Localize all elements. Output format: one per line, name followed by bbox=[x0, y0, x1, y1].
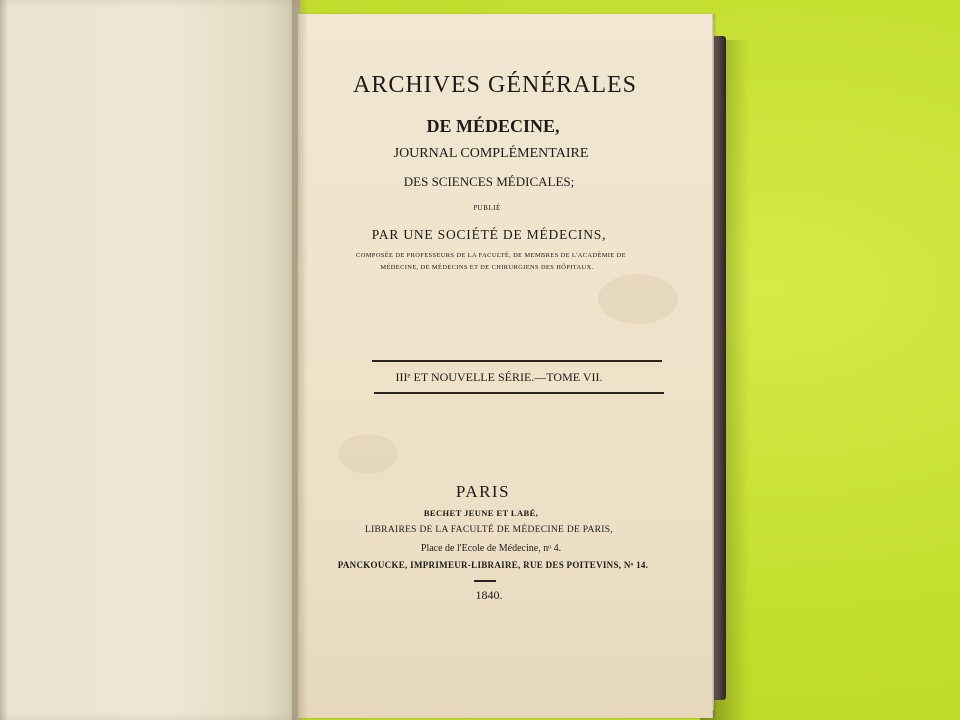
series-line: IIIᵉ ET NOUVELLE SÉRIE.—TOME VII. bbox=[395, 370, 603, 384]
year-rule bbox=[474, 580, 496, 582]
bookseller: BECHET JEUNE ET LABÉ, bbox=[423, 508, 539, 518]
printer-line: PANCKOUCKE, IMPRIMEUR-LIBRAIRE, RUE DES POITEVINS, Nᵒ 14. bbox=[337, 560, 649, 570]
left-page-edge bbox=[0, 0, 8, 720]
series-rule-bottom bbox=[374, 392, 664, 394]
paper-stain bbox=[338, 434, 398, 474]
composition-line-2: MÉDECINE, DE MÉDECINS ET DE CHIRURGIENS DES HÔPITAUX. bbox=[380, 264, 594, 271]
sciences-line: DES SCIENCES MÉDICALES; bbox=[403, 174, 575, 189]
libraires-line: LIBRAIRES DE LA FACULTÉ DE MÉDECINE DE PARIS, bbox=[364, 525, 614, 535]
publie-label: PUBLIÉ bbox=[473, 204, 501, 212]
composition-line-1: COMPOSÉE DE PROFESSEURS DE LA FACULTÉ, DE MEMBRES DE L'ACADÉMIE DE bbox=[356, 252, 626, 259]
subtitle: DE MÉDECINE, bbox=[426, 116, 560, 136]
publisher-society: PAR UNE SOCIÉTÉ DE MÉDECINS, bbox=[371, 227, 607, 242]
book-gutter bbox=[292, 0, 308, 720]
series-rule-top bbox=[372, 360, 662, 362]
journal-line: JOURNAL COMPLÉMENTAIRE bbox=[393, 146, 589, 161]
address-line: Place de l'Ecole de Médecine, nᵒ 4. bbox=[420, 543, 562, 554]
year: 1840. bbox=[475, 588, 503, 602]
city: PARIS bbox=[455, 482, 511, 501]
title: ARCHIVES GÉNÉRALES bbox=[352, 72, 637, 98]
left-blank-page bbox=[0, 0, 300, 720]
paper-stain bbox=[598, 274, 678, 324]
title-page bbox=[298, 14, 712, 718]
